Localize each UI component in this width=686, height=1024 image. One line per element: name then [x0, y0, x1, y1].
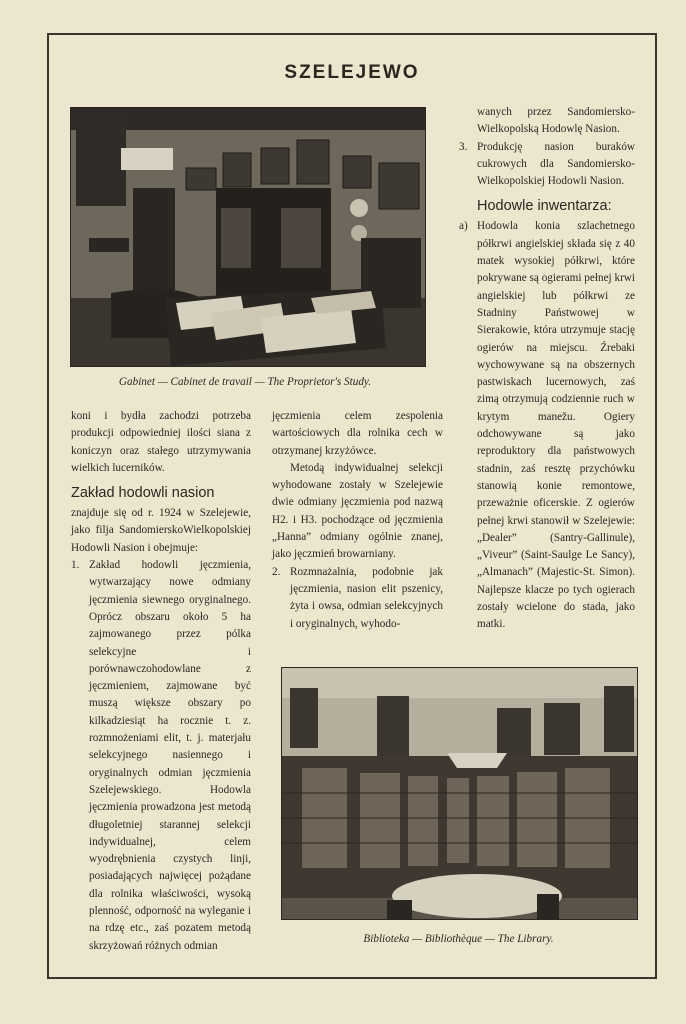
- mid-para-1: jęczmienia celem zespolenia wartościowych dla rolnika cech w otrzymanej krzyżówce.: [272, 410, 443, 457]
- list-item-3-number: 3.: [459, 140, 468, 153]
- study-photo: [70, 107, 426, 367]
- list-item-a-number: a): [459, 220, 468, 233]
- list-item-1-text: Zakład hodowli jęczmienia, wytwarzający nowe odmiany jęczmienia siewnego oryginalnego. Oprócz obszaru około 5 ha zajmowanego przez pólka selekcyjne i porównawczohodowlane z jęczmieniem, zajmowane być muszą większe obszary po kilkadziesiąt ha rocznie t. z. rozmnożeniami elit, t. j. materjału selekcyjnego nasiennego i oryginalnych odmian jęczmienia Szelejewskiego. Hodowla jęczmienia prowadzona jest metodą długoletniej starannej selekcji indywidualnej, celem wyodrębnienia czystych linji, posiadających najwięcej pożądane dla rolnika właściwości, wysoką plenność, odporność na wyleganie i na rdzę etc., zaś pozatem metodą skrzyżowań różnych odmian: [89, 559, 251, 952]
- left-intro: koni i bydła zachodzi potrzeba produkcji odpowiedniej ilości siana z koniczyn oraz stałego utrzymywania wielkich lucerników.: [71, 410, 251, 474]
- livestock-heading: Hodowle inwentarza:: [477, 198, 612, 215]
- list-item-2-text: Rozmnażalnia, podobnie jak jęczmienia, nasion elit pszenicy, żyta i owsa, odmian selekcyjnych i oryginalnych, wyhodo-: [290, 565, 443, 630]
- seed-breeding-para: znajduje się od r. 1924 w Szelejewie, jako filja SandomierskoWielkopolskiej Hodowli Nasion i obejmuje:: [71, 507, 251, 554]
- middle-column: [272, 408, 443, 633]
- list-item-1: [71, 557, 251, 955]
- page-title: SZELEJEWO: [284, 62, 420, 83]
- list-item-1-number: 1.: [71, 559, 80, 572]
- mid-para-2: Metodą indywidualnej selekcji wyhodowane zostały w Szelejewie dwie odmiany jęczmienia pod nazwą H2. i H3. pochodzące od jęczmienia „Hanna” odmiany ogólnie znanej, jako jęczmień browarniany.: [272, 461, 443, 561]
- right-cont: wanych przez Sandomiersko-Wielkopolską Hodowlę Nasion.: [477, 106, 635, 136]
- list-item-a: [459, 218, 635, 633]
- seed-breeding-heading: Zakład hodowli nasion: [71, 485, 215, 502]
- left-column: [71, 408, 251, 955]
- list-item-a-text: Hodowla konia szlachetnego półkrwi angielskiej składa się z 40 matek wysokiej półkrwi, które pokrywane są ogierami pełnej krwi angielskiej lub półkrwi ze Stadniny Państwowej w Sierakowie, która utrzymuje stację ogierów na miejscu. Źrebaki wychowywane są na obszernych pastwiskach lucernowych, zaś zimą otrzymują codziennie ruch w krytym manežu. Ogiery odchowywane są jako reproduktory dla państwowych stadnin, zaś resztę przychówku stanowią konie remontowe, przeważnie oficerskie. Z ogierów pełnej krwi stanowił w Szelejewie: „Dealer” (Santry-Gallinule), „Viveur” (Saint-Saulge Le Sancy), „Almanach” (Majestic-St. Simon). Najlepsze klacze po tych ogierach zostały wcielone do stada, jako matki.: [477, 220, 635, 631]
- study-caption: Gabinet — Cabinet de travail — The Proprietor's Study.: [118, 376, 372, 388]
- list-item-3-text: Produkcję nasion buraków cukrowych dla Sandomiersko-Wielkopolskiej Hodowli Nasion.: [477, 140, 635, 188]
- list-item-3: [459, 139, 635, 191]
- library-caption: Biblioteka — Bibliothèque — The Library.: [363, 933, 554, 945]
- list-item-2: [272, 564, 443, 633]
- list-item-2-number: 2.: [272, 565, 281, 578]
- right-column: [459, 104, 635, 634]
- library-photo: [281, 667, 638, 920]
